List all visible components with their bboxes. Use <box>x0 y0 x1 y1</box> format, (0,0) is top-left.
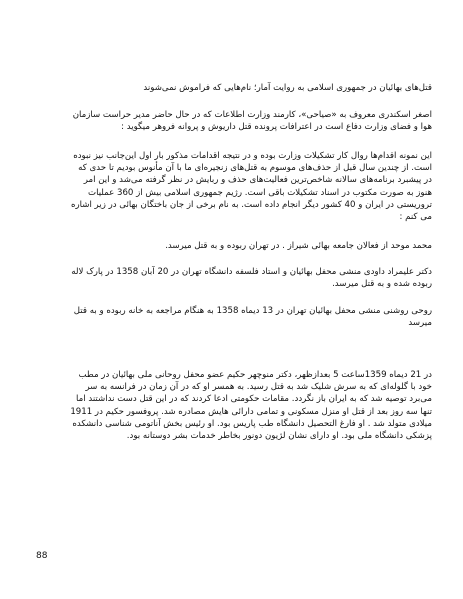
document-title: قتل‌های بهائیان در جمهوری اسلامی به روایت آمار؛ نام‌هایی که فراموش نمی‌شوند <box>143 83 432 93</box>
paragraph-confession: این نمونه اقدام‌ها روال کار تشکیلات وزارت بوده و در نتیجه اقدامات مذکور بار اول این‌جانب نیز نبوده است. از چندین سال قبل از حذف‌های موسوم به قتل‌های زنجیره‌ای ما با آن مأنوس بودیم تا حدی که در پیشبرد برنامه‌های سالانه شاخص‌ترین فعالیت‌های حذف و ربایش در نظر گرفته می‌شد و این امر هنوز به صورت مکتوب در اسناد تشکیلات باقی است. رژیم جمهوری اسلامی بیش از 360 عملیات تروریستی در ایران و 40 کشور دیگر انجام داده است. به نام برخی از جان باختگان بهائی در زیر اشاره می کنم : <box>70 151 432 223</box>
paragraph-intro: اصغر اسکندری معروف به «صیاحی»، کارمند وزارت اطلاعات که در حال حاضر مدیر حراست سازمان هوا و فضای وزارت دفاع است در اعترافات پرونده قتل داریوش و پروانه فروهر میگوید : <box>72 110 432 133</box>
paragraph-victim-roshani: روحی روشنی منشی محفل بهائیان تهران در 13 دیماه 1358 به هنگام مراجعه به خانه ربوده و به قتل میرسد <box>73 306 432 329</box>
page-number: 88 <box>36 551 48 561</box>
paragraph-victim-movahed: محمد موحد از فعالان جامعه بهائی شیراز . در تهران ربوده و به قتل میرسد. <box>165 241 432 251</box>
paragraph-victim-hakim: در 21 دیماه 1359ساعت 5 بعدازظهر، دکتر منوچهر حکیم عضو محفل روحانی ملی بهائیان در مطب خود با گلوله‌ای که به سرش شلیک شد به قتل رسید. به همسر او که در آن زمان در فرانسه به سر می‌برد توصیه شد که به ایران باز نگردد. مقامات حکومتی ادعا کردند که در این قتل دست نداشتند اما تنها سه روز بعد از قتل او منزل مسکونی و تمامی دارائی هایش مصادره شد. پروفسور حکیم در 1911 میلادی متولد شد . او فارغ التحصیل دانشگاه طب پاریس بود. او رئیس بخش آناتومی شناسی دانشکده پزشکی دانشگاه ملی بود. او دارای نشان لژیون دونور بخاطر خدمات بشر دوستانه بود. <box>70 370 432 442</box>
paragraph-victim-davoodi: دکتر علیمراد داودی منشی محفل بهائیان و استاد فلسفه دانشگاه تهران در 20 آبان 1358 در پارک لاله ربوده شده و به قتل میرسد. <box>71 267 432 290</box>
